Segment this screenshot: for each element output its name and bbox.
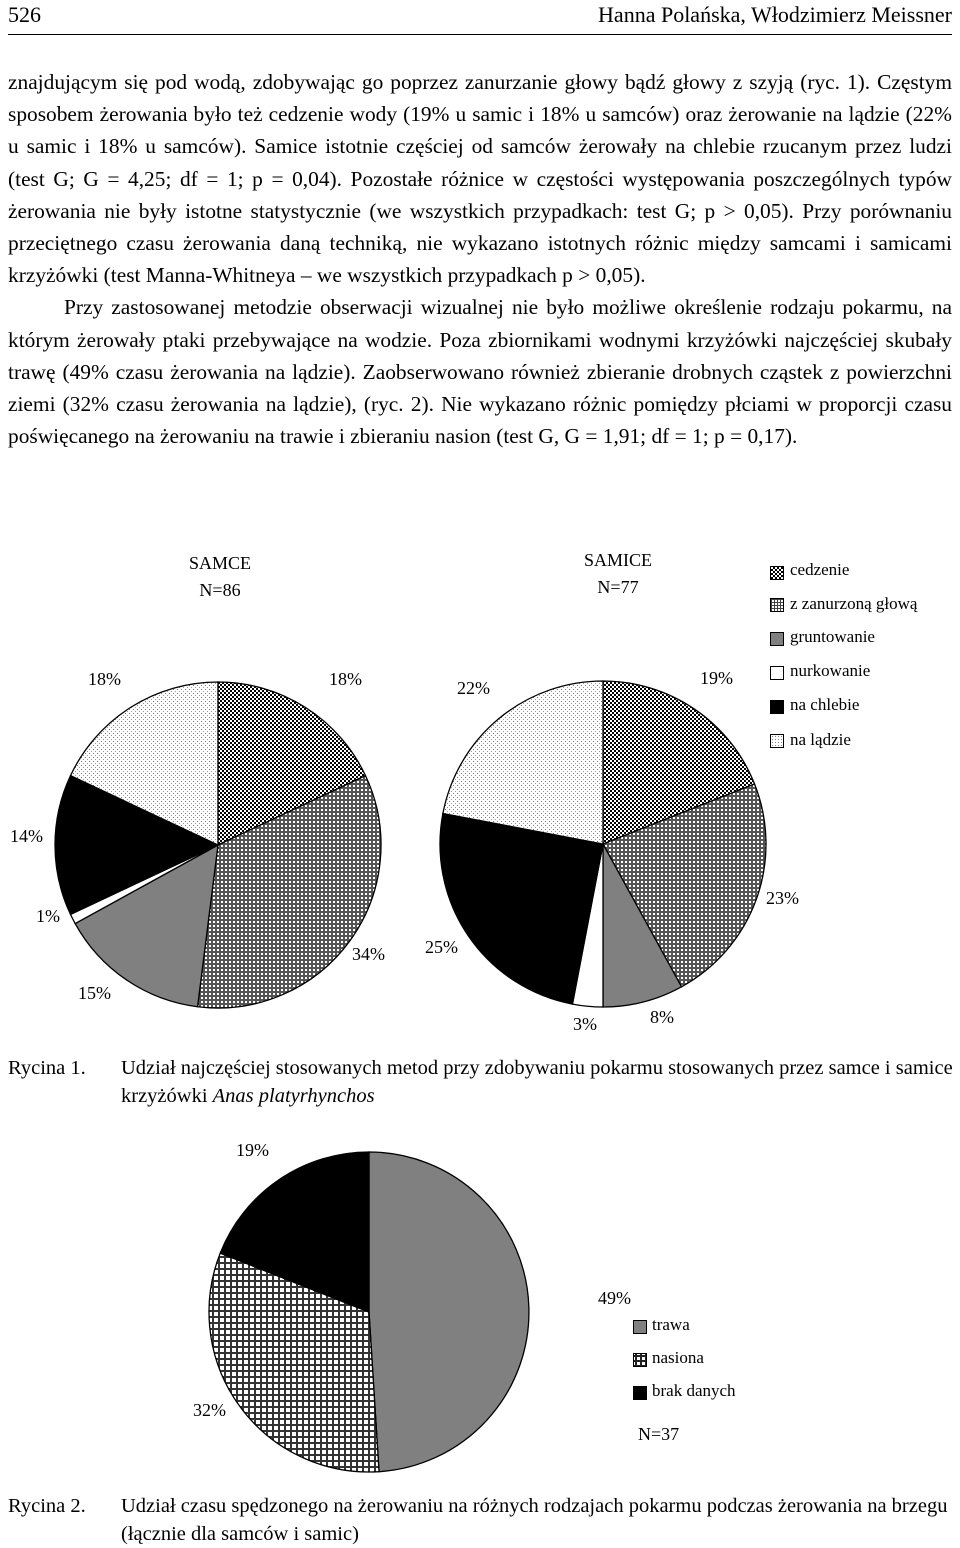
running-head-authors: Hanna Polańska, Włodzimierz Meissner xyxy=(598,2,952,27)
legend-label-z-zanurzona-glowa: z zanurzoną głową xyxy=(790,594,918,613)
caption-figure-1-species: Anas platyrhynchos xyxy=(212,1085,375,1107)
fig2-slice-label-trawa: 49% xyxy=(598,1288,631,1308)
males-slice-label-nurkowanie: 1% xyxy=(36,906,60,926)
pie-males xyxy=(55,682,381,1008)
males-sample-size: N=86 xyxy=(199,580,241,600)
pie-slice-na-chlebie xyxy=(440,813,603,1004)
pie-females xyxy=(440,681,766,1007)
caption-figure-1-label: Rycina 1. xyxy=(8,1057,86,1079)
paragraph-2: Przy zastosowanej metodzie obserwacji wizualnej nie było możliwe określenie rodzaju pokarmu, na którym żerowały ptaki przebywające na wodzie. Poza zbiornikami wodnymi krzyżówki najczęściej skubały trawę (49% czasu żerowania na lądzie). Zaobserwowano również zbieranie drobnych cząstek z powierzchni ziemi (32% czasu żerowania na lądzie), (ryc. 2). Nie wykazano różnic pomiędzy płciami w proporcji czasu poświęcanego na żerowaniu na trawie i zbieraniu nasion (test G, G = 1,91; df = 1; p = 0,17). xyxy=(8,295,952,449)
legend-label-na-ladzie: na lądzie xyxy=(790,730,851,749)
males-slice-label-na-chlebie: 14% xyxy=(10,826,43,846)
paragraph-1: znajdującym się pod wodą, zdobywając go poprzez zanurzanie głowy bądź głowy z szyją (ryc. 1). Częstym sposobem żerowania było też cedzenie wody (19% u samic i 18% u samców) oraz żerowanie na lądzie (22% u samic i 18% u samców). Samice istotnie częściej od samców żerowały na chlebie rzucanym przez ludzi (test G; G = 4,25; df = 1; p = 0,04). Pozostałe różnice w częstości występowania poszczególnych typów żerowania nie były istotne statystycznie (we wszystkich przypadkach: test G; p > 0,05). Przy porównaniu przeciętnego czasu żerowania daną techniką, nie wykazano istotnych różnic między samcami i samicami krzyżówki (test Manna-Whitneya – we wszystkich przypadkach p > 0,05). xyxy=(8,70,952,288)
pie-slice-trawa xyxy=(369,1152,529,1472)
females-slice-label-gruntowanie: 8% xyxy=(650,1007,674,1027)
females-sample-size: N=77 xyxy=(597,577,639,597)
caption-figure-2-label: Rycina 2. xyxy=(8,1495,86,1517)
females-slice-label-nurkowanie: 3% xyxy=(573,1014,597,1034)
fig2-sample-size: N=37 xyxy=(638,1424,680,1444)
males-title: SAMCE xyxy=(188,553,252,573)
fig2-slice-label-brak-danych: 19% xyxy=(236,1140,269,1160)
fig2-slice-label-nasiona: 32% xyxy=(193,1400,226,1420)
legend-label-gruntowanie: gruntowanie xyxy=(790,627,875,646)
legend-label-nasiona: nasiona xyxy=(652,1348,704,1367)
page-number: 526 xyxy=(8,2,41,27)
females-slice-label-na-chlebie: 25% xyxy=(425,937,458,957)
legend-label-nurkowanie: nurkowanie xyxy=(790,661,871,680)
females-slice-label-z-zanurzona-glowa: 23% xyxy=(766,888,799,908)
males-slice-label-na-ladzie: 18% xyxy=(88,669,121,689)
legend-label-trawa: trawa xyxy=(652,1315,690,1334)
caption-figure-1-body: Udział najczęściej stosowanych metod przy zdobywaniu pokarmu stosowanych przez samce i samice krzyżówki xyxy=(121,1057,953,1107)
males-slice-label-gruntowanie: 15% xyxy=(78,983,111,1003)
legend-label-cedzenie: cedzenie xyxy=(790,560,850,579)
males-slice-label-z-zanurzona-glowa: 34% xyxy=(352,944,385,964)
legend-label-brak-danych: brak danych xyxy=(652,1381,736,1400)
females-slice-label-na-ladzie: 22% xyxy=(457,678,490,698)
males-slice-label-cedzenie: 18% xyxy=(329,669,362,689)
legend-label-na-chlebie: na chlebie xyxy=(790,695,860,714)
females-slice-label-cedzenie: 19% xyxy=(700,668,733,688)
females-title: SAMICE xyxy=(583,550,653,570)
caption-figure-2-text: Udział czasu spędzonego na żerowaniu na różnych rodzajach pokarmu podczas żerowania na brzegu (łącznie dla samców i samic) xyxy=(121,1495,948,1545)
pie-food-types xyxy=(209,1152,529,1472)
